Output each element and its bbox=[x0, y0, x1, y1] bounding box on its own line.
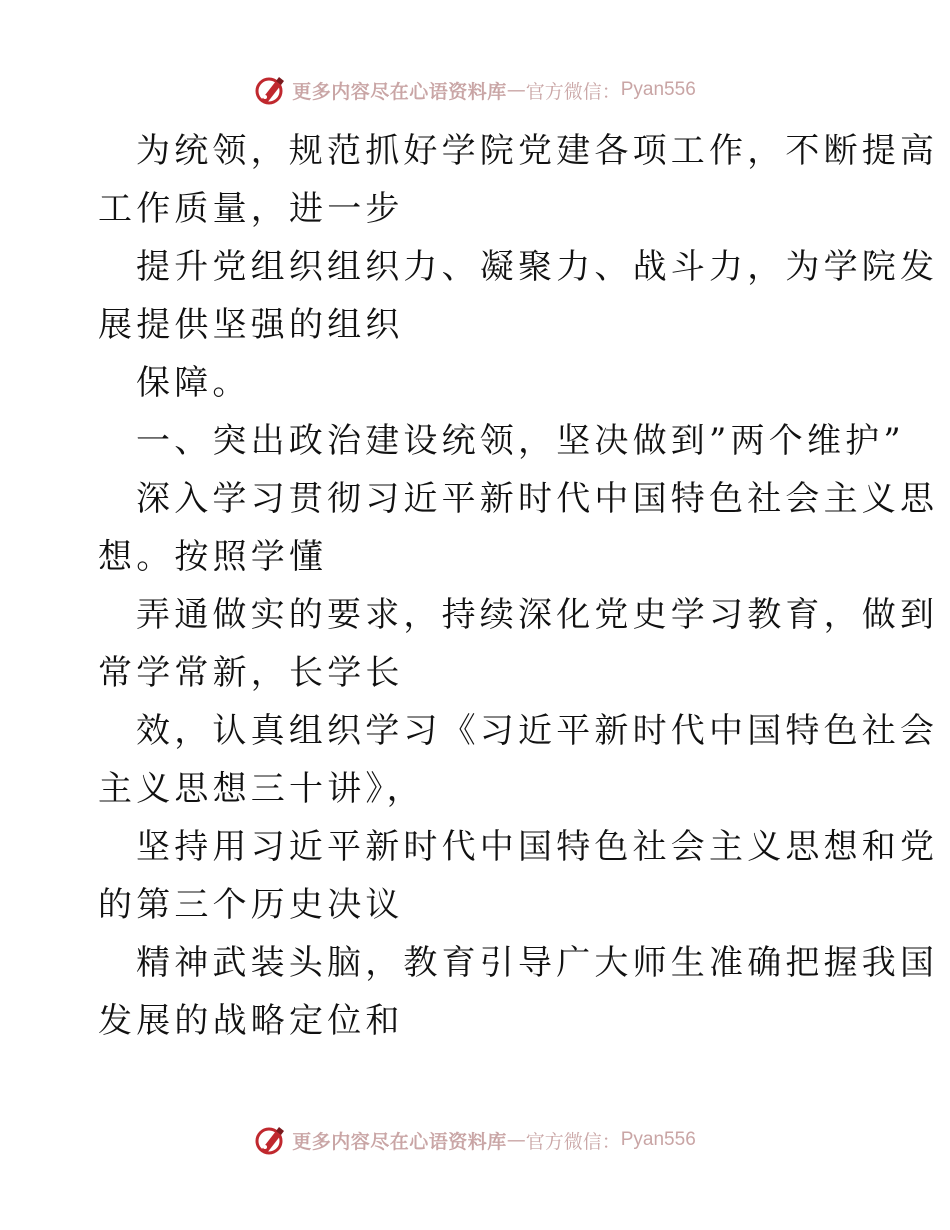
header-banner bbox=[0, 70, 950, 110]
paragraph bbox=[98, 586, 939, 702]
pen-logo-icon bbox=[254, 73, 288, 107]
banner-wechat-label: 官方微信： bbox=[525, 80, 621, 103]
footer-banner bbox=[0, 1120, 950, 1160]
paragraph-line-2: 展提供坚强的组织 bbox=[98, 305, 404, 345]
banner-wechat-label: 官方微信： bbox=[525, 1130, 621, 1153]
paragraph-line-1: 精神武装头脑，教育引导广大师生准确把握我国 bbox=[136, 943, 939, 983]
section-heading bbox=[98, 412, 905, 470]
banner-title: 更多内容尽在心语资料库 bbox=[292, 80, 507, 103]
banner-dash: — bbox=[506, 79, 526, 101]
paragraph-line-2: 想。按照学懂 bbox=[98, 537, 328, 577]
paragraph-line-1: 弄通做实的要求，持续深化党史学习教育，做到 bbox=[136, 595, 939, 635]
paragraph bbox=[98, 470, 939, 586]
paragraph bbox=[98, 122, 939, 238]
paragraph-line-2: 的第三个历史决议 bbox=[98, 885, 404, 925]
paragraph-line-2: 常学常新，长学长 bbox=[98, 653, 404, 693]
paragraph-line-1: 保障。 bbox=[136, 363, 251, 403]
pen-logo-icon bbox=[254, 1123, 288, 1157]
banner-dash: — bbox=[506, 1129, 526, 1151]
paragraph bbox=[98, 702, 939, 818]
paragraph-line-1: 效，认真组织学习《习近平新时代中国特色社会 bbox=[136, 711, 939, 751]
banner-wechat-id: Pyan556 bbox=[620, 1129, 696, 1150]
document-body bbox=[98, 122, 939, 1050]
paragraph bbox=[98, 818, 939, 934]
banner-title: 更多内容尽在心语资料库 bbox=[292, 1130, 507, 1153]
banner-wechat-id: Pyan556 bbox=[620, 79, 696, 100]
paragraph-line-1: 提升党组织组织力、凝聚力、战斗力，为学院发 bbox=[136, 247, 939, 287]
paragraph-line-2: 工作质量，进一步 bbox=[98, 189, 404, 229]
paragraph-line-1: 为统领，规范抓好学院党建各项工作，不断提高 bbox=[136, 131, 939, 171]
paragraph bbox=[98, 238, 939, 354]
paragraph-line-2: 发展的战略定位和 bbox=[98, 1001, 404, 1041]
paragraph bbox=[98, 354, 858, 412]
section-heading-text: 一、突出政治建设统领，坚决做到”两个维护” bbox=[136, 421, 905, 461]
paragraph-line-2: 主义思想三十讲》， bbox=[98, 769, 425, 809]
paragraph bbox=[98, 934, 939, 1050]
paragraph-line-1: 坚持用习近平新时代中国特色社会主义思想和党 bbox=[136, 827, 939, 867]
paragraph-line-1: 深入学习贯彻习近平新时代中国特色社会主义思 bbox=[136, 479, 939, 519]
